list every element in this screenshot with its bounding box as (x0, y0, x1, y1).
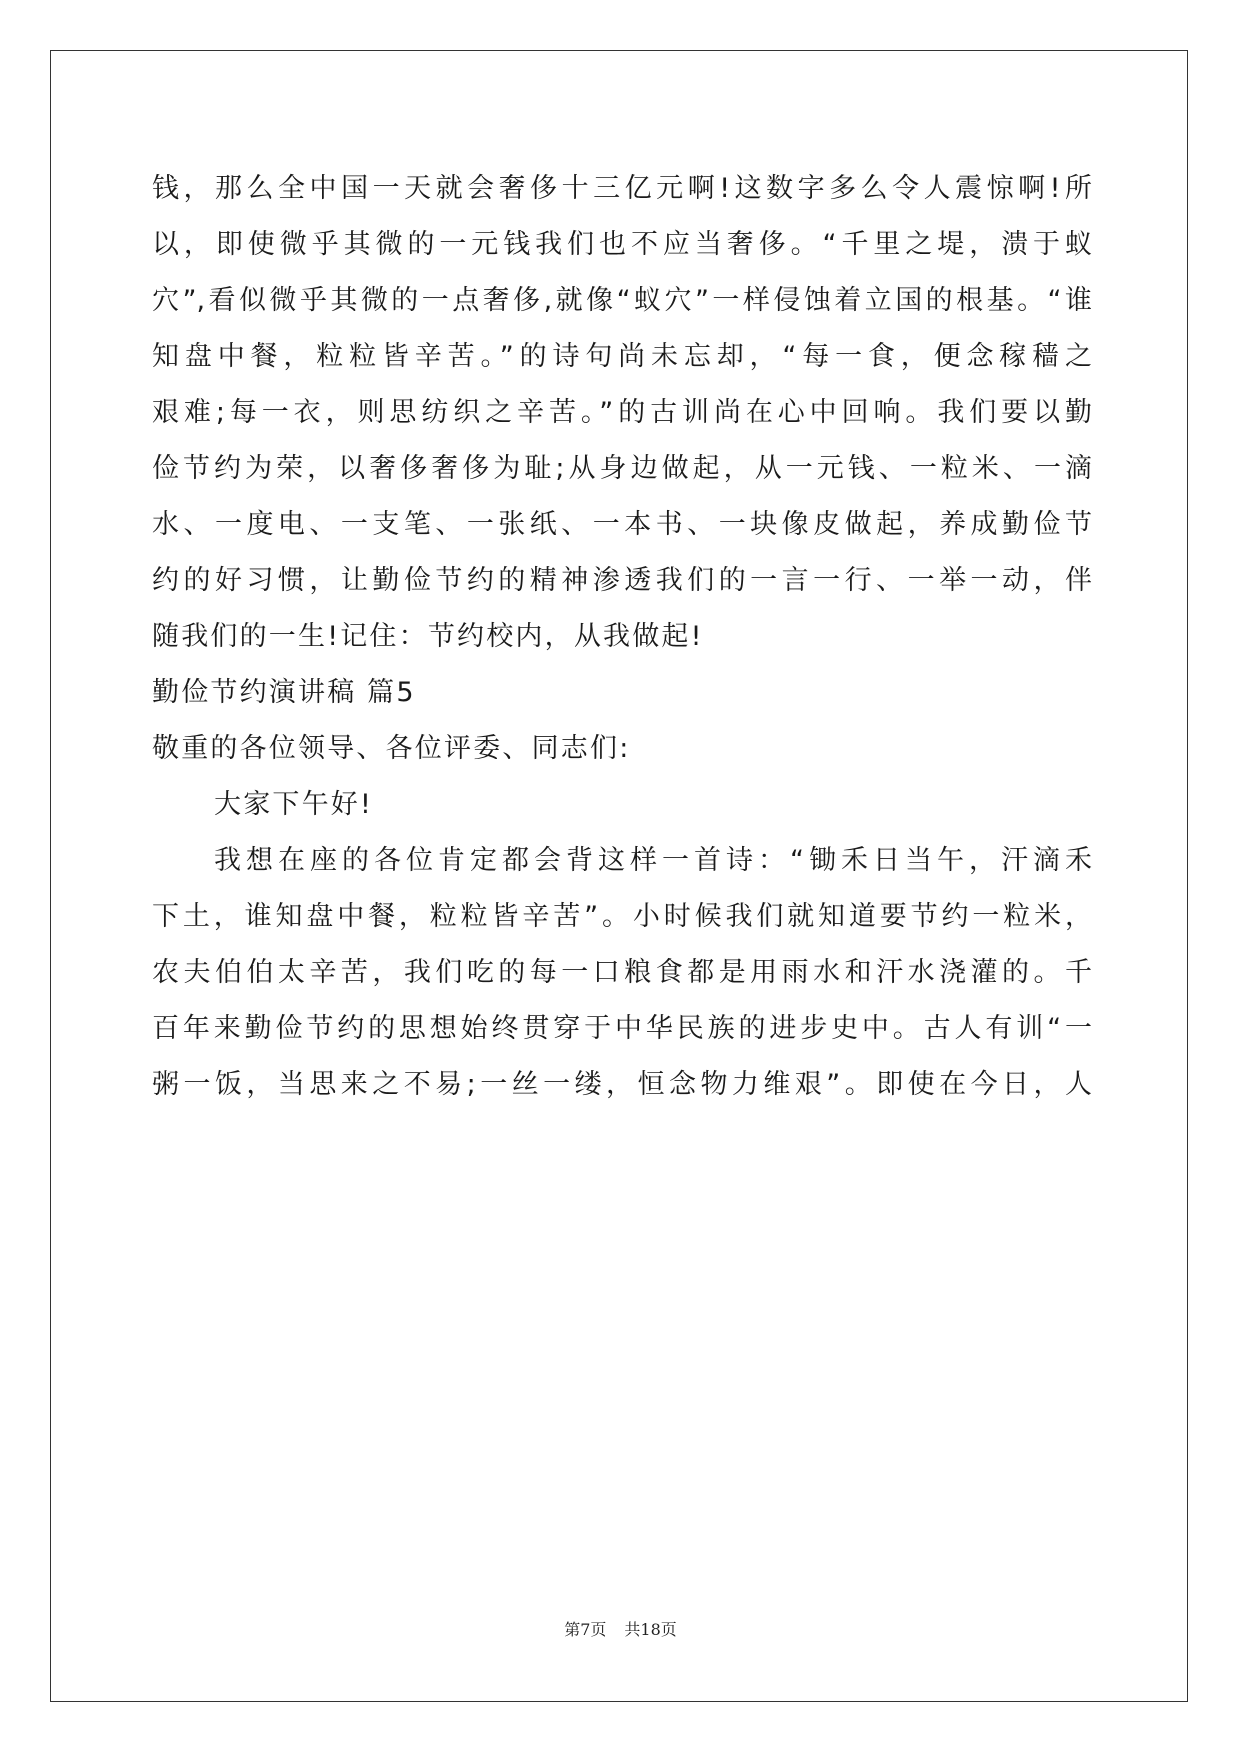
text-line: 农夫伯伯太辛苦，我们吃的每一口粮食都是用雨水和汗水浇灌的。千 (152, 957, 1092, 988)
text-line: 以，即使微乎其微的一元钱我们也不应当奢侈。“千里之堤，溃于蚁 (152, 229, 1092, 260)
page-total: 共18页 (624, 1620, 677, 1639)
text-line: 俭节约为荣，以奢侈奢侈为耻;从身边做起，从一元钱、一粒米、一滴 (152, 453, 1092, 484)
text-line: 随我们的一生!记住：节约校内，从我做起! (152, 621, 704, 652)
text-line: 约的好习惯，让勤俭节约的精神渗透我们的一言一行、一举一动，伴 (152, 565, 1092, 596)
text-line: 艰难;每一衣，则思纺织之辛苦。”的古训尚在心中回响。我们要以勤 (152, 397, 1092, 428)
section-heading: 勤俭节约演讲稿 篇5 (152, 677, 416, 708)
greeting: 大家下午好! (214, 789, 374, 820)
text-line: 穴”,看似微乎其微的一点奢侈,就像“蚁穴”一样侵蚀着立国的根基。“谁 (152, 285, 1092, 316)
page-footer (0, 1620, 1241, 1640)
text-line: 下土，谁知盘中餐，粒粒皆辛苦”。小时候我们就知道要节约一粒米， (152, 901, 1092, 932)
page-number: 第7页 (564, 1620, 607, 1639)
text-line: 我想在座的各位肯定都会背这样一首诗：“锄禾日当午，汗滴禾 (214, 845, 1092, 876)
text-line: 粥一饭，当思来之不易;一丝一缕，恒念物力维艰”。即使在今日，人 (152, 1069, 1092, 1100)
text-line: 钱，那么全中国一天就会奢侈十三亿元啊!这数字多么令人震惊啊!所 (152, 173, 1092, 204)
salutation: 敬重的各位领导、各位评委、同志们: (152, 733, 631, 764)
text-line: 水、一度电、一支笔、一张纸、一本书、一块像皮做起，养成勤俭节 (152, 509, 1092, 540)
text-line: 知盘中餐，粒粒皆辛苦。”的诗句尚未忘却，“每一食，便念稼穑之 (152, 341, 1092, 372)
text-line: 百年来勤俭节约的思想始终贯穿于中华民族的进步史中。古人有训“一 (152, 1013, 1092, 1044)
